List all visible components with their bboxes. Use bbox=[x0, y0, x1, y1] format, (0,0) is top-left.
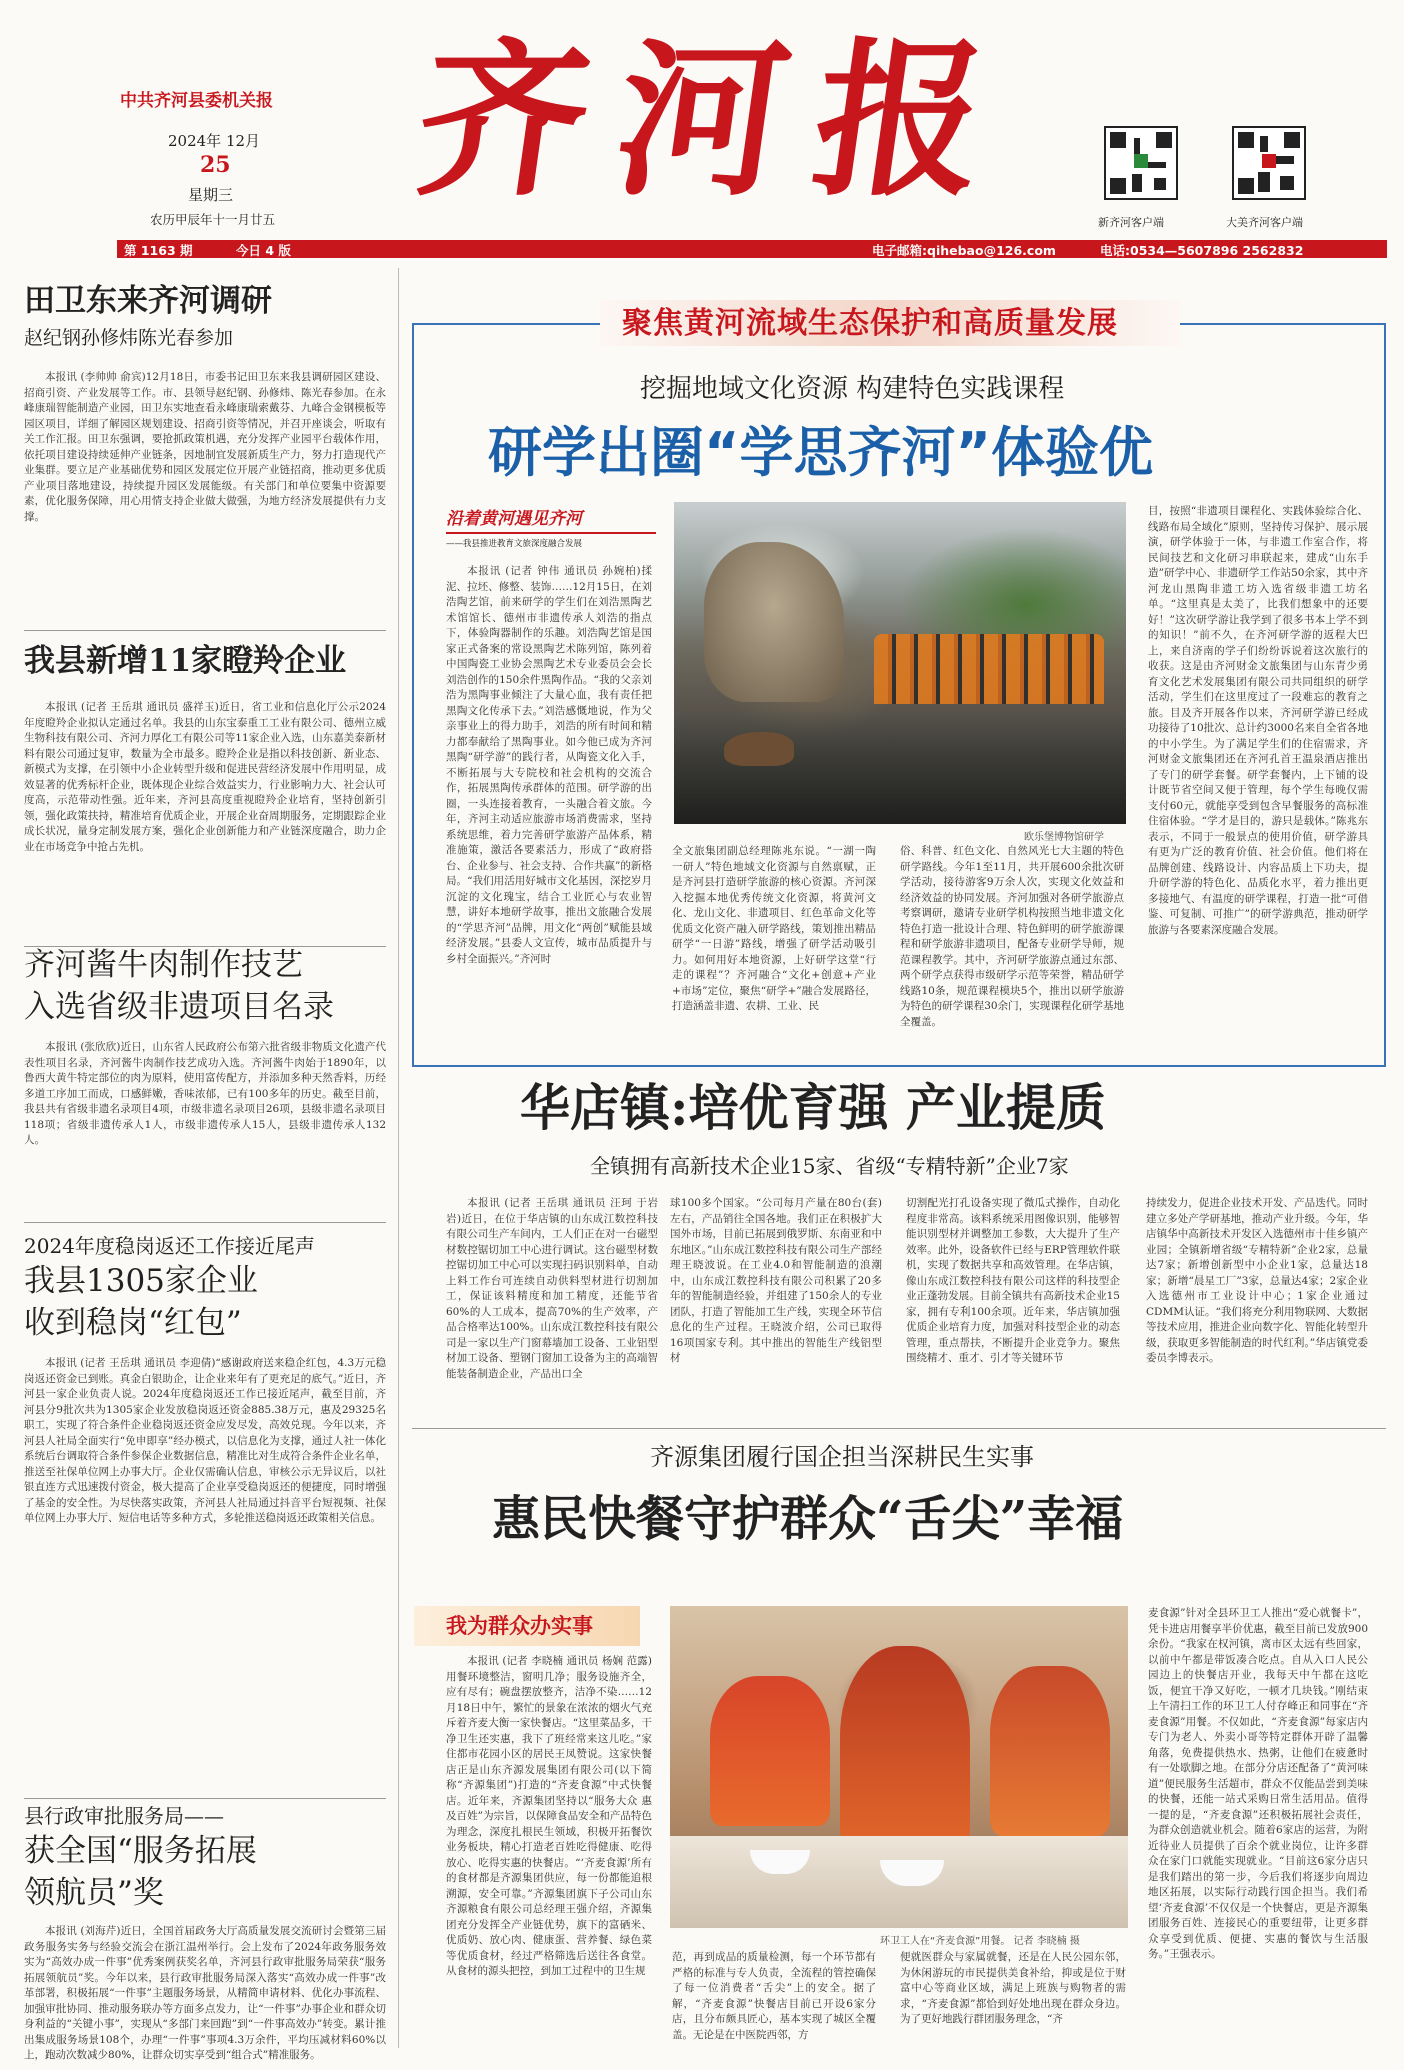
worker-left bbox=[710, 1676, 830, 1826]
feature-1-headline: 研学出圈“学思齐河”体验优 bbox=[488, 421, 1153, 484]
left-article-2 bbox=[24, 640, 386, 942]
publisher: 中共齐河县委机关报 bbox=[120, 91, 273, 111]
date-day: 25 bbox=[200, 152, 231, 178]
museum-study-photo bbox=[674, 502, 1126, 824]
feature-2-col-4: 持续发力，促进企业技术开发、产品迭代。同时建立多处产学研基地，推动产业升级。今年，华店镇华中高新技术开发区入选德州市十佳乡镇产业园；全镇新增省级“专精特新”企业2家，总量达7家；新增创新型中小企业1家，总量达18家；新增“晨星工厂”3家，总量达4家；2家企业入选德州市工业设计中心；1家企业通过CDMM认证。“我们将充分利用物联网、大数据等技术应用，推进企业向数字化、智能化转型升级，获取更多智能制造的时代红利。”华店镇党委委员李博表示。 bbox=[1146, 1197, 1368, 1364]
feature-2-subhead: 全镇拥有高新技术企业15家、省级“专精特新”企业7家 bbox=[590, 1154, 1069, 1178]
masthead bbox=[0, 0, 1404, 258]
feature-3-subhead: 齐源集团履行国企担当深耕民生实事 bbox=[650, 1443, 1034, 1471]
article-title: 我县1305家企业 收到稳岗“红包” bbox=[24, 1263, 258, 1341]
left-column-divider bbox=[398, 268, 399, 2048]
qr-code-2-icon bbox=[1232, 126, 1306, 200]
feature-3-col-4: 麦食源”针对全县环卫工人推出“爱心就餐卡”，凭卡进店用餐享半价优惠，截至目前已发放900余份。“我家在权河镇，离市区太远有些回家，以前中午都是带饭凑合吃点。自从入口人民公园边上的快餐店开业，我每天中午都在这吃饭，便宜干净又好吃，一顿才几块钱。”刚结束上午清扫工作的环卫工人付存峰正和同事在“齐麦食源”用餐。不仅如此，“齐麦食源”每家店内专门为老人、外卖小哥等特定群体开辟了温馨角落，免费提供热水、热粥，让他们在疲惫时有一处歇脚之地。在部分分店还配备了“黄河味道”便民服务生活超市，群众不仅能品尝到美味的快餐，还能一站式采购日常生活用品。值得一提的是，“齐麦食源”还积极拓展社会责任，为群众创造就业机会。随着6家店的运营，为附近待业人员提供了百余个就业岗位，让许多群众在家门口就能实现就业。“目前这6家分店只是我们踏出的第一步，今后我们将逐步向周边地区拓展，以实际行动践行国企担当。我们希望‘齐麦食源’不仅仅是一个快餐店，更是齐源集团服务百姓、连接民心的重要纽带，让更多群众享受到优质、便捷、实惠的餐饮与生活服务。”王强表示。 bbox=[1148, 1607, 1368, 1960]
feature-1-col-2: 全文旅集团副总经理陈兆东说。“一湖一陶一研人”特色地域文化资源与自然禀赋，正是齐河县打造研学旅游的核心资源。齐河深入挖掘本地优秀传统文化资源，将黄河文化、龙山文化、非遗项目、红色革命文化等优质文化资产融入研学路线，策划推出精品研学“一日游”路线，增强了研学活动吸引力。如何用好本地资源，上好研学这堂“行走的课程”？齐河融合“文化+创意+产业+市场”定位，聚焦“研学+”融合发展路径，打造涵盖非遗、农耕、工业、民 bbox=[672, 845, 876, 1012]
feature-2-col-2: 球100多个国家。“公司每月产量在80台(套)左右，产品销往全国各地。我们正在积极扩大国外市场，目前已拓展到俄罗斯、东南亚和中东地区。”山东成江数控科技有限公司生产部经理王晓波说。在工业4.0和智能制造的浪潮中，山东成江数控科技有限公司积累了20多年的智能制造经验，并组建了150余人的专业团队，打造了智能加工生产线，实现全环节信息化的生产过程。王晓波介绍，公司已取得16项国家专利。其中推出的智能生产线铝型材 bbox=[670, 1197, 882, 1364]
issue-number: 第 1163 期 bbox=[124, 243, 193, 258]
feature-3-col-2: 范，再到成品的质量检测，每一个环节都有严格的标准与专人负责，全流程的管控确保了每一位消费者“舌尖”上的安全。据了解，“齐麦食源”快餐店目前已开设6家分店，且分布颇具匠心，基本实现了城区全覆盖。无论是在中医院西邻，方 bbox=[672, 1951, 876, 2041]
sanitation-workers-photo bbox=[670, 1606, 1128, 1928]
phone: 电话:0534—5607896 2562832 bbox=[1100, 243, 1304, 258]
feature-2-col-3: 切割配光打孔设备实现了微瓜式操作，自动化程度非常高。该料系统采用图像识别，能够智能识别型材并调整加工参数，大大提升了生产效率。此外，设备软件已经与ERP管理软件联机，实现了数据共享和高效管理。在华店镇，像山东成江数控科技有限公司这样的科技型企业正蓬勃发展。目前全镇共有高新技术企业15家，拥有专利100余项。近年来，华店镇加强优质企业培育力度，加强对科技型企业的动态管理，重点帮扶，不断提升企业竞争力。聚焦围绕精才、重才、引才等关键环节 bbox=[906, 1197, 1120, 1364]
worker-center bbox=[840, 1646, 970, 1846]
feature-1-col-1: 本报讯 (记者 钟伟 通讯员 孙婉柏)揉泥、拉坯、修整、装饰……12月15日，在刘浩陶艺馆，前来研学的学生们在刘浩黑陶艺术馆馆长、德州市非遗传承人刘浩的指点下，体验陶器制作的乐趣。刘浩陶艺馆是国家正式备案的常设黑陶艺术陈列馆，陈列着中国陶瓷工业协会黑陶艺术专业委员会会长刘浩创作的150余件黑陶作品。“我的父亲刘浩为黑陶事业倾注了大量心血，我有责任把黑陶文化传承下去。”刘浩感慨地说，作为父亲事业上的得力助手，刘浩的所有时间和精力都奉献给了黑陶事业。如今他已成为齐河黑陶“研学游”的践行者，从陶瓷文化入手，不断拓展与大专院校和社会机构的交流合作，拓展黑陶传承群体的范围。研学游的出圈，一头连接着教育，一头融合着文旅。今年，齐河主动适应旅游市场消费需求，坚持系统思维，着力完善研学旅游产品体系，精准施策，激活各要素活力，形成了“政府搭台、企业参与、社会支持、合作共赢”的新格局。“我们用活用好城市文化基因，深挖岁月沉淀的文化瑰宝，结合工业匠心与农业智慧，讲好本地研学故事，推出文旅融合发展的“学思齐河”品牌，用文化“两创”赋能县域经济发展。”县委人文宣传，城市品质提升与乡村全面振兴。”齐河时 bbox=[446, 565, 652, 965]
students-group bbox=[874, 634, 1104, 704]
feature-2-col-1: 本报讯 (记者 王岳琪 通讯员 汪珂 于岩岩)近日，在位于华店镇的山东成江数控科技有限公司生产车间内，工人们正在对一台磁型材数控锯切加工中心进行调试。这台磁型材数控锯切加工中心可以实现扫码识别料单，自动上料工作台可连续自动供料型材进行切割加工，保证该料精度和加工精度，还能节省60%的人工成本，提高70%的生产效率，产品合格率达100%。山东成江数控科技有限公司是一家以生产门窗幕墙加工设备、工业铝型材加工设备、塑钢门窗加工设备为主的高端智能装备制造企业，产品出口全 bbox=[446, 1197, 658, 1380]
article-title: 田卫东来齐河调研 bbox=[24, 283, 272, 319]
article-title: 获全国“服务拓展 领航员”奖 bbox=[24, 1833, 257, 1911]
weekday: 星期三 bbox=[188, 186, 234, 204]
left-article-1 bbox=[24, 280, 386, 608]
article-body: 本报讯 (刘海芹)近日，全国首届政务大厅高质量发展交流研讨会暨第三届政务服务实务与经验交流会在浙江温州举行。会上发布了2024年政务服务效实为“高效办成一件事”优秀案例获奖名单，齐河县行政审批服务局荣获“服务拓展领航员”奖。今年以来，县行政审批服务局深入落实“高效办成一件事”改革部署，积极拓展“一件事”主题服务场景，从精简申请材料、优化办事流程、加强审批协同、推动服务联办等方面多点发力，让“一件事”办事企业和群众切身利益的“关键小事”，实现从“多部门来回跑”到“一件事高效办”转变。累计推出集成服务场景108个，办理“一件事”事项4.3万余件，平均压减材料60%以上，跑动次数减少80%，让群众切实享受到“组合式”精准服务。 bbox=[24, 1925, 386, 2061]
worker-right bbox=[990, 1666, 1110, 1836]
photo-caption: 环卫工人在“齐麦食源”用餐。 记者 李晓楠 摄 bbox=[880, 1936, 1080, 1947]
article-body: 本报讯 (张欣欣)近日，山东省人民政府公布第六批省级非物质文化遗产代表性项目名录，齐河酱牛肉制作技艺成功入选。齐河酱牛肉始于1890年，以鲁西大黄牛特定部位的肉为原料，使用富传配方，并添加多种天然香料，历经多道工序加工而成，口感鲜嫩，香味浓郁，已有100多年的历史。截至目前，我县共有省级非遗名录项目4项，市级非遗名录项目26项，县级非遗名录项目118项；省级非遗传承人1人，市级非遗传承人15人，县级非遗传承人132人。 bbox=[24, 1041, 386, 1146]
divider bbox=[24, 1222, 386, 1223]
left-article-5 bbox=[24, 1802, 386, 2070]
column-tag-title: 沿着黄河遇见齐河 bbox=[446, 506, 656, 534]
feature-1-banner-text: 聚焦黄河流域生态保护和高质量发展 bbox=[622, 306, 1118, 341]
article-kicker: 县行政审批服务局—— bbox=[24, 1804, 224, 1828]
column-tag bbox=[446, 506, 656, 549]
left-article-4 bbox=[24, 1232, 386, 1802]
qr-code-1-icon bbox=[1104, 126, 1178, 200]
feature-3-col-3: 便就医群众与家属就餐，还是在人民公园东邻，为休闲游玩的市民提供美食补给，抑或是位于财富中心等商业区域，满足上班族与购物者的需求，“齐麦食源”都恰到好处地出现在群众身边。为了更好地践行群团服务理念，“齐 bbox=[900, 1951, 1126, 2025]
photo-caption: 欧乐堡博物馆研学 bbox=[1024, 832, 1104, 843]
article-subtitle: 赵纪钢孙修炜陈光春参加 bbox=[24, 327, 234, 349]
feature-1-col-4: 目，按照“非遗项目课程化、实践体验综合化、线路布局全域化”原则，坚持传习保护、展示展演，研学体验于一体，与非遗工作室合作，将民间技艺和文化研习串联起来，建成“山东手造”研学中心、非遗研学工作站50余家，其中齐河龙山黑陶非遗工坊入选省级非遗工坊名单。“这里真是太美了，比我们想象中的还要好！”这次研学游让我学到了很多书本上学不到的知识！”前不久，在齐河研学游的返程大巴上，来自济南的学子们纷纷诉说着这次旅行的收获。这是由齐河财金文旅集团与山东青少勇育文化艺术发展集团有限公司共同组织的研学活动，学生们在这里度过了一段难忘的教育之旅。目及齐开展各作以来，齐河研学游已经成功接待了10批次、总计约3000名来自全省各地的中小学生。为了满足学生们的住宿需求，齐河财金文旅集团还在齐河孔首王温泉酒店推出了专门的研学套餐。研学套餐内，上下铺的设计既节省空间又便于管理，每个学生每晚仅需支付60元，就能享受到包含早餐服务的高标准住宿体验。“学才是目的，游只是载体。”陈兆东表示，不同于一般景点的使用价值，研学游具有更为广泛的教育价值、社会价值。他们将在品牌创建、线路设计、内容品质上下功夫，提升研学游的特色化、品质化水平，着力推出更多接地气、有温度的研学课程，打造一批“可借鉴、可复制、可推广”的研学游典范，推动研学旅游与各要素深度融合发展。 bbox=[1148, 505, 1368, 936]
article-title: 齐河酱牛肉制作技艺 入选省级非遗项目名录 bbox=[24, 947, 334, 1025]
article-body: 本报讯 (记者 王岳琪 通讯员 李迎倩)“感谢政府送来稳企红包，4.3万元稳岗返还资金已到账。真金白银助企，让企业来年有了更充足的底气。”近日，齐河县一家企业负责人说。2024年度稳岗返还工作已接近尾声，截至目前，齐河县分9批次共为1305家企业发放稳岗返还资金885.38万元，惠及29325名职工，实现了符合条件企业稳岗返还资金应发尽发，高效兑现。今年以来，齐河县人社局全面实行“免申即享”经办模式，以信息化为支撑，通过人社一体化系统后台调取符合条件参保企业数据信息，精准比对生成符合条件企业名单，推送至社保单位网上办事大厅。企业仅需确认信息，审核公示无异议后，以社银直连方式迅速拨付资金，极大提高了企业享受稳岗返还的便捷度，同时增强了基金的安全性。为尽快落实政策，齐河县人社局通过抖音平台短视频、社保单位网上办事大厅、短信电话等多种方式，多轮推送稳岗返还政策相关信息。 bbox=[24, 1357, 386, 1524]
feature-1-subhead: 挖掘地域文化资源 构建特色实践课程 bbox=[640, 374, 1065, 404]
feature-3-headline: 惠民快餐守护群众“舌尖”幸福 bbox=[492, 1491, 1124, 1547]
email: 电子邮箱:qihebao@126.com bbox=[872, 243, 1056, 258]
divider bbox=[412, 1428, 1386, 1429]
divider bbox=[24, 1798, 386, 1799]
exhibit-glass bbox=[674, 712, 1126, 824]
lunar-date: 农历甲辰年十一月廿五 bbox=[150, 212, 276, 227]
column-tag-subtitle: ——我县推进教育文旅深度融合发展 bbox=[446, 539, 583, 549]
feature-2-headline: 华店镇:培优育强 产业提质 bbox=[520, 1078, 1106, 1137]
feature-3-col-1: 本报讯 (记者 李晓楠 通讯员 杨娴 范露)用餐环境整洁，窗明几净；服务设施齐全，应有尽有；碗盘摆放整齐，洁净不染……12月18日中午，繁忙的景象在浓浓的烟火气充斥着齐麦大衡一家快餐店。“这里菜品多，干净卫生还实惠，我下了班经常来这儿吃。”家住都市花园小区的居民王凤赞说。这家快餐店正是山东齐源发展集团有限公司(以下简称“齐源集团”)打造的“齐麦食源”中式快餐店。近年来，齐源集团坚持以“服务大众 惠及百姓”为宗旨，以保障食品安全和产品特色为理念，深度扎根民生领域，积极开拓餐饮业务板块，精心打造老百姓吃得健康、吃得放心、吃得实惠的快餐店。“‘齐麦食源’所有的食材都是齐源集团供应，每一份都能追根溯源，安全可靠。”齐源集团旗下子公司山东齐源粮食有限公司总经理王强介绍，齐源集团充分发挥全产业链优势，旗下的富硒米、优质奶、放心肉、健康蛋、营养餐、绿色菜等优质食材，经过严格筛选后送往各食堂。从食材的源头把控，到加工过程中的卫生规 bbox=[446, 1655, 652, 1977]
newspaper-title-logo: 齐河报 bbox=[406, 21, 1028, 219]
article-kicker: 2024年度稳岗返还工作接近尾声 bbox=[24, 1234, 315, 1258]
article-title: 我县新增11家瞪羚企业 bbox=[24, 643, 347, 679]
animal-figure bbox=[724, 732, 794, 766]
page-count: 今日 4 版 bbox=[236, 243, 291, 258]
left-article-3 bbox=[24, 944, 386, 1230]
feature-1-col-3: 俗、科普、红色文化、自然风光七大主题的特色研学路线。今年1至11月，共开展600余批次研学活动，接待游客9万余人次，实现文化效益和经济效益的协同发展。齐河加强对各研学旅游点考察调研，邀请专业研学机构按照当地非遗文化特色打造一批设计合理、特色鲜明的研学旅游课程和研学旅游非遗项目，配备专业研学导师，规范课程教学。其中，齐河研学旅游点通过东部、两个研学点获得市级研学示范等荣誉，精品研学线路10条，规范课程模块5个，推出以研学旅游为特色的研学课程30余门，实现课程化研学基地全覆盖。 bbox=[900, 845, 1124, 1028]
column-tag-text: 我为群众办实事 bbox=[446, 1613, 593, 1638]
article-body: 本报讯 (李帅帅 俞宾)12月18日，市委书记田卫东来我县调研园区建设、招商引资、产业发展等工作。市、县领导赵纪钢、孙修炜、陈光春参加。在永峰康瑞智能制造产业园，田卫东实地查看永峰康瑞索戴芬、九峰合金钢模板等园区项目，详细了解园区规划建设、招商引资等情况，并召开座谈会，听取有关工作汇报。田卫东强调，要抢抓政策机遇，充分发挥产业园平台载体作用，依托项目建设持续延伸产业链条，因地制宜发展新质生产力，努力打造现代产业集群。要立足产业基础优势和园区发展定位开展产业链招商，推动更多优质产业项目落地建设，持续提升园区发展能级。有关部门和单位要集中资源要素，优化服务保障，用心用情支持企业做大做强，为地方经济发展提供有力支撑。 bbox=[24, 371, 386, 523]
date-year-month: 2024年 12月 bbox=[168, 132, 261, 150]
qr-code-1-label: 新齐河客户端 bbox=[1098, 216, 1164, 229]
diorama-rock bbox=[704, 542, 844, 702]
divider bbox=[24, 630, 386, 631]
qr-code-2-label: 大美齐河客户端 bbox=[1226, 216, 1303, 229]
article-body: 本报讯 (记者 王岳琪 通讯员 盛祥玉)近日，省工业和信息化厅公示2024年度瞪羚企业拟认定通过名单。我县的山东宝泰重工工业有限公司、德州立威生物科技有限公司、齐河力厚化工有限公司等11家企业入选，山东嘉美泰新材料有限公司通过复审，数量为全市最多。瞪羚企业是指以科技创新、新业态、新模式为支撑，在引领中小企业转型升级和促进民营经济发展中作用明显，成效显著的优秀标杆企业，既体现企业综合效益实力，行业影响力大、社会认可度高，示范带动性强。近年来，齐河县高度重视瞪羚企业培育，坚持创新引领，强化政策扶持，精准培育优质企业，开展企业奋周期服务，定期跟踪企业成长状况，量身定制发展方案，强化企业创新能力和产业链深度融合，助力企业在市场竞争中抢占先机。 bbox=[24, 701, 386, 853]
